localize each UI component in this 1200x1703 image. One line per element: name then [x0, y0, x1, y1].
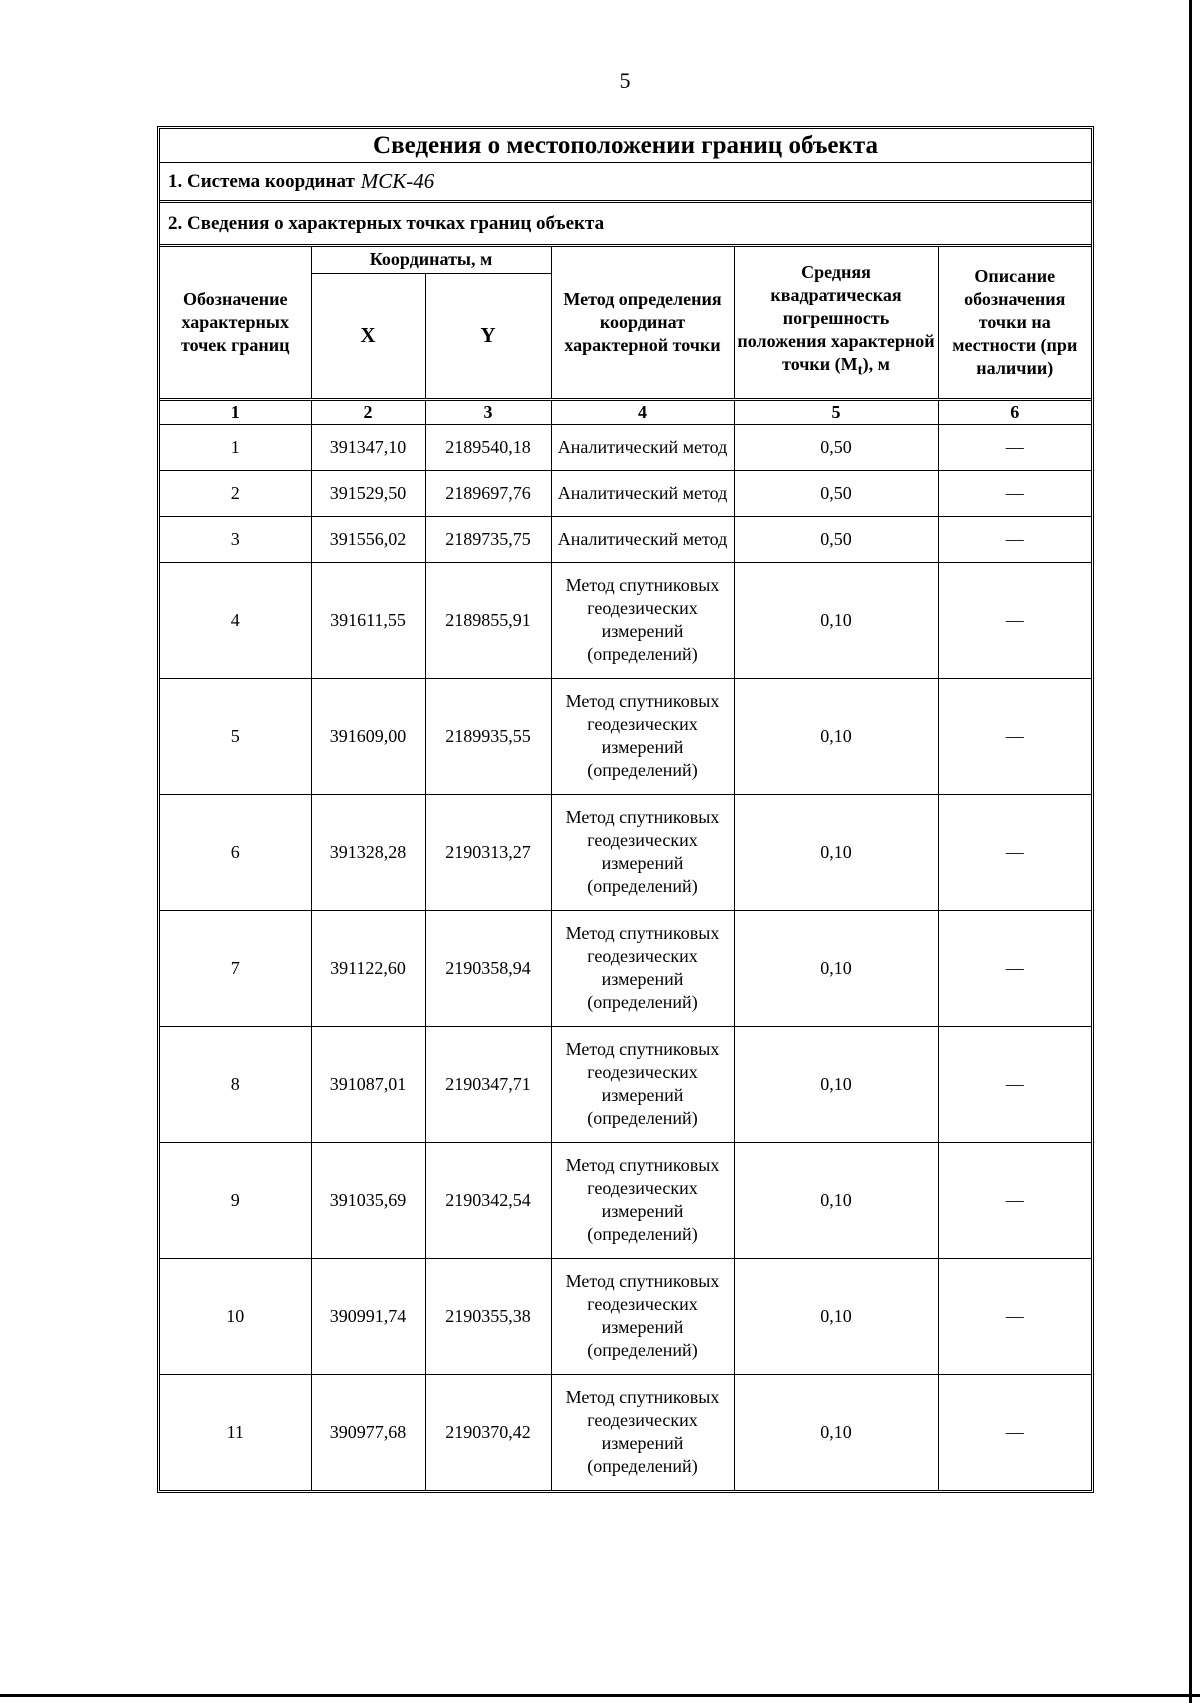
- error-cell: 0,50: [734, 516, 938, 562]
- x-coordinate-cell: 390991,74: [311, 1258, 425, 1374]
- column-number: 3: [425, 399, 551, 424]
- points-table: [160, 247, 1091, 1490]
- error-cell: 0,10: [734, 678, 938, 794]
- method-cell: Аналитический метод: [551, 470, 734, 516]
- table-row: [160, 1026, 1091, 1142]
- column-numbers-row: [160, 399, 1091, 424]
- column-number: 1: [160, 399, 311, 424]
- table-row: [160, 470, 1091, 516]
- description-cell: —: [938, 1258, 1091, 1374]
- header-designation: Обозначение характерных точек границ: [160, 247, 311, 399]
- x-coordinate-cell: 391529,50: [311, 470, 425, 516]
- header-error-unit: ), м: [862, 354, 890, 375]
- x-coordinate-cell: 391611,55: [311, 562, 425, 678]
- point-number-cell: 7: [160, 910, 311, 1026]
- point-number-cell: 11: [160, 1374, 311, 1490]
- column-number: 5: [734, 399, 938, 424]
- description-cell: —: [938, 1374, 1091, 1490]
- error-cell: 0,10: [734, 1374, 938, 1490]
- method-cell: Метод спутниковых геодезических измерений (определений): [551, 1026, 734, 1142]
- y-coordinate-cell: 2189855,91: [425, 562, 551, 678]
- y-coordinate-cell: 2190358,94: [425, 910, 551, 1026]
- error-cell: 0,10: [734, 910, 938, 1026]
- column-number: 4: [551, 399, 734, 424]
- method-cell: Метод спутниковых геодезических измерений (определений): [551, 910, 734, 1026]
- point-number-cell: 5: [160, 678, 311, 794]
- point-number-cell: 4: [160, 562, 311, 678]
- table-row: [160, 424, 1091, 470]
- description-cell: —: [938, 470, 1091, 516]
- boundary-info-table-frame: [157, 126, 1094, 1493]
- x-coordinate-cell: 391347,10: [311, 424, 425, 470]
- method-cell: Метод спутниковых геодезических измерений (определений): [551, 1258, 734, 1374]
- header-error-subscript: t: [857, 363, 863, 380]
- page-number: 5: [619, 68, 631, 93]
- x-coordinate-cell: 390977,68: [311, 1374, 425, 1490]
- description-cell: —: [938, 1142, 1091, 1258]
- error-cell: 0,10: [734, 1026, 938, 1142]
- header-method: Метод определения координат характерной точки: [551, 247, 734, 399]
- header-coordinates: Координаты, м: [311, 247, 551, 273]
- method-cell: Метод спутниковых геодезических измерений (определений): [551, 794, 734, 910]
- description-cell: —: [938, 516, 1091, 562]
- table-row: [160, 794, 1091, 910]
- header-error-text: Средняя квадратическая погрешность положения характерной точки (M: [737, 262, 935, 375]
- coordinate-system-value: МСК-46: [360, 169, 435, 193]
- description-cell: —: [938, 562, 1091, 678]
- y-coordinate-cell: 2190355,38: [425, 1258, 551, 1374]
- table-row: [160, 1142, 1091, 1258]
- y-coordinate-cell: 2189697,76: [425, 470, 551, 516]
- table-row: [160, 910, 1091, 1026]
- point-number-cell: 6: [160, 794, 311, 910]
- method-cell: Аналитический метод: [551, 424, 734, 470]
- table-row: [160, 1258, 1091, 1374]
- coordinate-system-label: 1. Система координат: [168, 170, 355, 192]
- error-cell: 0,10: [734, 1142, 938, 1258]
- column-number: 2: [311, 399, 425, 424]
- point-number-cell: 9: [160, 1142, 311, 1258]
- x-coordinate-cell: 391609,00: [311, 678, 425, 794]
- point-number-cell: 8: [160, 1026, 311, 1142]
- table-row: [160, 516, 1091, 562]
- table-row: [160, 678, 1091, 794]
- y-coordinate-cell: 2190313,27: [425, 794, 551, 910]
- table-row: [160, 1374, 1091, 1490]
- header-description: Описание обозначения точки на местности (при наличии): [938, 247, 1091, 399]
- x-coordinate-cell: 391122,60: [311, 910, 425, 1026]
- y-coordinate-cell: 2189935,55: [425, 678, 551, 794]
- y-coordinate-cell: 2189540,18: [425, 424, 551, 470]
- y-coordinate-cell: 2189735,75: [425, 516, 551, 562]
- error-cell: 0,50: [734, 424, 938, 470]
- error-cell: 0,10: [734, 1258, 938, 1374]
- table-title: Сведения о местоположении границ объекта: [160, 129, 1091, 163]
- error-cell: 0,50: [734, 470, 938, 516]
- header-y: Y: [425, 273, 551, 399]
- description-cell: —: [938, 910, 1091, 1026]
- y-coordinate-cell: 2190347,71: [425, 1026, 551, 1142]
- description-cell: —: [938, 678, 1091, 794]
- column-number: 6: [938, 399, 1091, 424]
- point-number-cell: 3: [160, 516, 311, 562]
- x-coordinate-cell: 391556,02: [311, 516, 425, 562]
- description-cell: —: [938, 1026, 1091, 1142]
- description-cell: —: [938, 794, 1091, 910]
- characteristic-points-heading: 2. Сведения о характерных точках границ объекта: [160, 203, 1091, 247]
- x-coordinate-cell: 391035,69: [311, 1142, 425, 1258]
- header-error: [734, 247, 938, 399]
- error-cell: 0,10: [734, 794, 938, 910]
- point-number-cell: 10: [160, 1258, 311, 1374]
- method-cell: Метод спутниковых геодезических измерений (определений): [551, 1142, 734, 1258]
- x-coordinate-cell: 391087,01: [311, 1026, 425, 1142]
- y-coordinate-cell: 2190342,54: [425, 1142, 551, 1258]
- method-cell: Аналитический метод: [551, 516, 734, 562]
- point-number-cell: 1: [160, 424, 311, 470]
- description-cell: —: [938, 424, 1091, 470]
- y-coordinate-cell: 2190370,42: [425, 1374, 551, 1490]
- x-coordinate-cell: 391328,28: [311, 794, 425, 910]
- method-cell: Метод спутниковых геодезических измерений (определений): [551, 678, 734, 794]
- coordinate-system-row: [160, 163, 1091, 203]
- method-cell: Метод спутниковых геодезических измерений (определений): [551, 562, 734, 678]
- scan-border-right: [1189, 0, 1192, 1703]
- scan-border-bottom: [0, 1694, 1200, 1697]
- point-number-cell: 2: [160, 470, 311, 516]
- header-x: X: [311, 273, 425, 399]
- table-row: [160, 562, 1091, 678]
- method-cell: Метод спутниковых геодезических измерений (определений): [551, 1374, 734, 1490]
- error-cell: 0,10: [734, 562, 938, 678]
